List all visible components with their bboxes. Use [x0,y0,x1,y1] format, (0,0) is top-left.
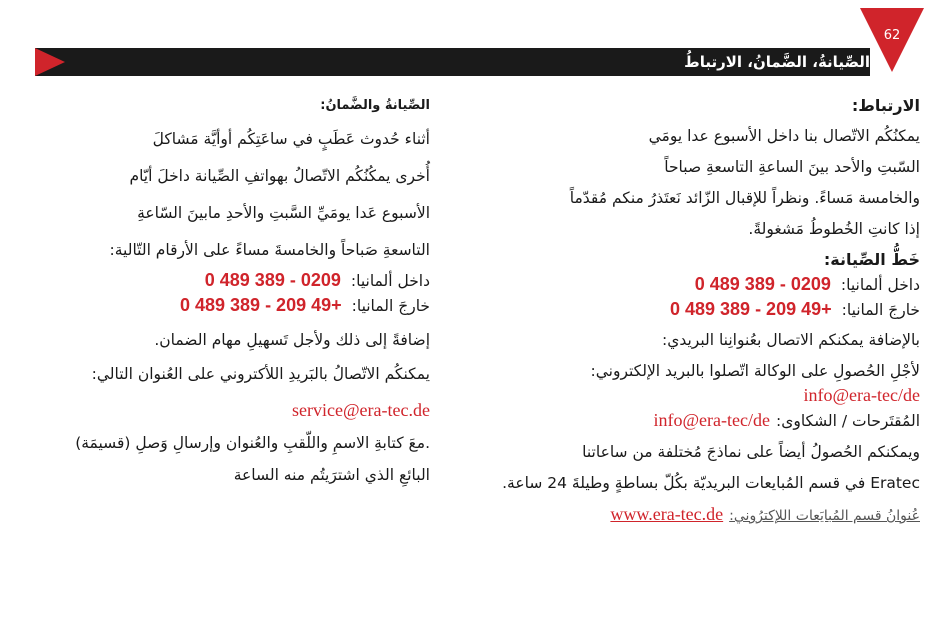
phone-row-germany [525,274,920,295]
phone-number[interactable]: 0 489 389 - 209 49+ [669,299,832,319]
phone-label: خارجَ المانيا: [351,297,430,315]
warranty-line: التاسعةِ صَباحاً والخامسةَ مساءً على الأرقام التّالية: [109,241,430,259]
shop-url-link[interactable]: www.era-tec.de [610,504,724,524]
warranty-line: الأسبوع عَدا يومَيِّ السَّبتِ والأحدِ مابينَ السّاعةِ [137,204,430,222]
seller-line: البائعِ الذي اشترَيتُم منه الساعة [233,466,430,484]
phone-number[interactable]: 0 489 389 - 0209 [694,274,831,294]
models-line: ويمكنكم الحُصولُ أيضاً على نماذجَ مُختلفة من ساعاتنا [582,443,920,461]
warranty-line: أثناء حُدوث عَطَبٍ في ساعَتِكُم أوأيَّة مَشاكلَ [152,130,430,148]
page-title: الصِّيانةُ، الضَّمانُ، الارتباطُ [684,53,870,71]
contact-line: السّبتِ والأحد بينَ الساعةِ التاسعةِ صباحاً [664,158,920,176]
phone-label: داخل ألمانيا: [840,276,920,294]
phone-label: داخل ألمانيا: [350,272,430,290]
phone-row-abroad [20,295,430,316]
write-line: .معَ كتابةِ الاسمِ واللّقبِ والعُنوان وإرسالِ وَصلِ (قسيمَة) [75,434,430,452]
shop-label: عُنوانُ قسم المُبايَعات اللإكترُوني: [729,508,920,524]
phone-number[interactable]: 0 489 389 - 0209 [204,270,341,290]
suggestions-row [525,410,920,431]
phone-number[interactable]: 0 489 389 - 209 49+ [179,295,342,315]
shop-row [525,504,920,525]
service-email-link[interactable]: service@era-tec.de [292,400,430,420]
maintenance-heading: خَطُّ الصِّيانة: [823,250,920,269]
addition-line: إضافةً إلى ذلك ولأجل تَسهيلِ مهام الضمان. [154,331,430,349]
contact-heading: الارتباط: [851,96,920,115]
agency-email-link[interactable]: info@era-tec/de [803,385,920,405]
postal-line: بالإضافة يمكنكم الاتصال بعُنوانِنا البريدي: [661,331,920,349]
contact-line: إذا كانتِ الخُطوطُ مَشغولةً. [748,220,920,238]
contact-line: والخامسة مَساءً. ونظراً للإقبال الزّائد نَعتَذرُ منكم مُقدّماً [569,189,920,207]
page-number: 62 [883,28,901,43]
header-arrow-icon [35,48,65,76]
agency-line: لأجْلِ الحُصولِ على الوكالة اتّصلوا بالبريد الإلكتروني: [590,362,920,380]
warranty-heading: الصِّيانةُ والضَّمانُ: [320,98,430,113]
phone-row-abroad [525,299,920,320]
suggestions-label: المُقتَرحات / الشكاوى: [775,412,920,430]
maintenance-column [20,96,430,496]
suggestions-email-link[interactable]: info@era-tec/de [653,410,770,430]
phone-label: خارجَ المانيا: [841,301,920,319]
eratec-line: Eratec في قسم المُبايعات البريديّة بكُلّ بساطةٍ وطيلةَ 24 ساعة. [502,474,920,492]
contact-column [502,96,920,536]
warranty-line: أُخرى يمكُنُكُم الاتّصالُ بهواتفِ الصِّيانة داخلَ أيّام [129,167,430,185]
email-line: يمكنكُم الاتّصالُ بالبَريدِ اللأكتروني على العُنوان التالي: [91,365,430,383]
contact-line: يمكنُكُم الاتّصال بنا داخل الأسبوع عدا يومَي [648,127,920,145]
phone-row-germany [20,270,430,291]
